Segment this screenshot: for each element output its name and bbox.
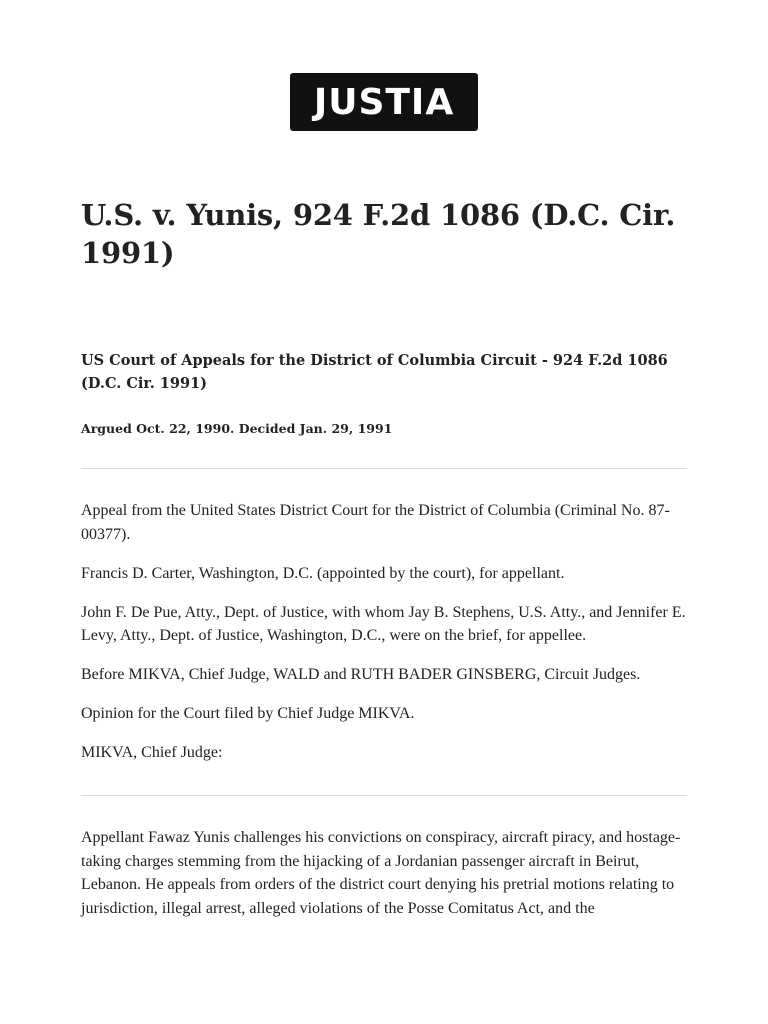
argued-decided-dates: Argued Oct. 22, 1990. Decided Jan. 29, 1991 (81, 421, 393, 436)
opinion-author-paragraph: Opinion for the Court filed by Chief Judge MIKVA. (81, 705, 415, 722)
appeal-origin-paragraph: Appeal from the United States District Court for the District of Columbia (Criminal No. 87-00377). (81, 502, 670, 543)
section-divider (81, 795, 687, 796)
case-header-block (81, 499, 691, 780)
section-divider (81, 468, 687, 469)
appellee-counsel-paragraph: John F. De Pue, Atty., Dept. of Justice, with whom Jay B. Stephens, U.S. Atty., and Jennifer E. Levy, Atty., Dept. of Justice, Washington, D.C., were on the brief, for appellee. (81, 603, 686, 644)
logo-container (0, 73, 768, 131)
case-title: U.S. v. Yunis, 924 F.2d 1086 (D.C. Cir. 1991) (81, 198, 676, 270)
opinion-paragraph: Appellant Fawaz Yunis challenges his convictions on conspiracy, aircraft piracy, and hostage-taking charges stemming from the hijacking of a Jordanian passenger aircraft in Beirut, Lebanon. He appeals from orders of the district court denying his pretrial motions relating to jurisdiction, illegal arrest, alleged violations of the Posse Comitatus Act, and the (81, 829, 681, 917)
opinion-body (81, 826, 691, 936)
court-name: US Court of Appeals for the District of Columbia Circuit - 924 F.2d 1086 (D.C. Cir. 1991) (81, 352, 668, 392)
judge-heading-paragraph: MIKVA, Chief Judge: (81, 744, 223, 761)
justia-logo[interactable]: JUSTIA (290, 73, 478, 131)
panel-judges-paragraph: Before MIKVA, Chief Judge, WALD and RUTH BADER GINSBERG, Circuit Judges. (81, 666, 641, 683)
appellant-counsel-paragraph: Francis D. Carter, Washington, D.C. (appointed by the court), for appellant. (81, 564, 565, 582)
